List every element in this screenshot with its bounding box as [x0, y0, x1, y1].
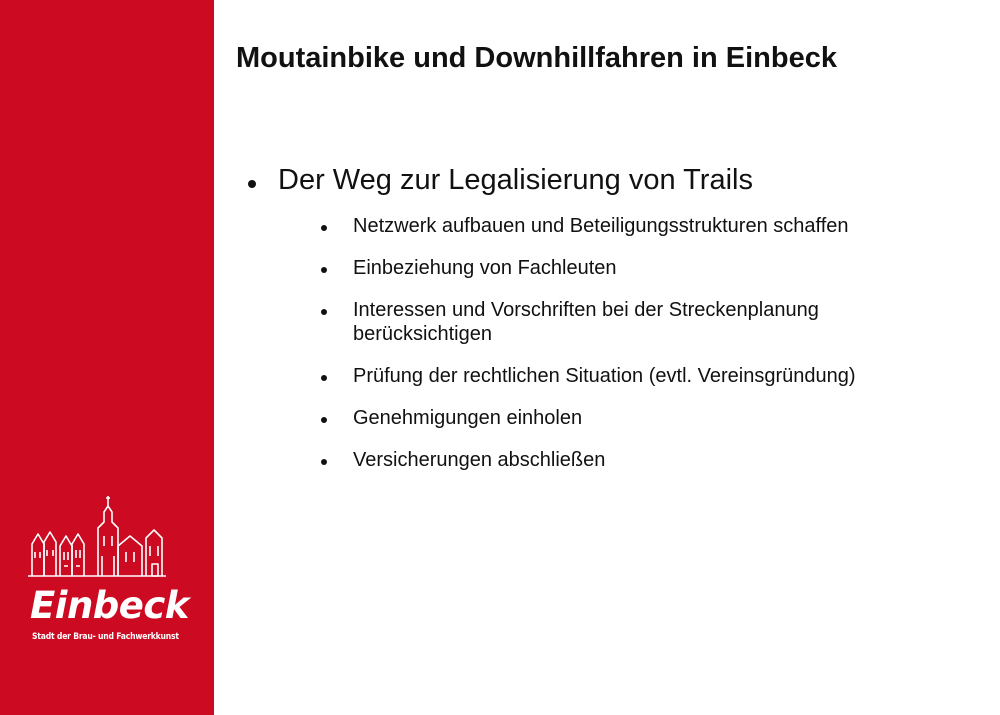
logo-wordmark: Einbeck [30, 584, 189, 627]
sub-point-text: Prüfung der rechtlichen Situation (evtl. Vereinsgründung) [353, 365, 856, 387]
bullet-icon [321, 417, 327, 423]
logo-tagline: Stadt der Brau- und Fachwerkkunst [32, 632, 179, 642]
slide-content [248, 160, 968, 490]
bullet-icon [321, 309, 327, 315]
sub-bullet-list [248, 214, 968, 472]
main-bullet [248, 160, 968, 200]
list-item [321, 406, 968, 430]
bullet-icon [321, 375, 327, 381]
list-item [321, 214, 968, 238]
slide-title: Moutainbike und Downhillfahren in Einbeck [236, 42, 837, 74]
bullet-icon [321, 459, 327, 465]
sub-point-text: Versicherungen abschließen [353, 449, 606, 471]
list-item [321, 256, 968, 280]
sub-point-text: Interessen und Vorschriften bei der Streckenplanung berücksichtigen [353, 299, 819, 345]
list-item [321, 448, 968, 472]
red-sidebar [0, 0, 214, 715]
einbeck-logo [26, 492, 196, 652]
bullet-icon [321, 225, 327, 231]
sub-point-text: Genehmigungen einholen [353, 407, 583, 429]
list-item [321, 364, 968, 388]
sub-point-text: Netzwerk aufbauen und Beteiligungsstrukturen schaffen [353, 215, 849, 237]
list-item [321, 298, 968, 346]
bullet-icon [248, 180, 256, 188]
bullet-icon [321, 267, 327, 273]
main-point-text: Der Weg zur Legalisierung von Trails [278, 164, 753, 196]
sub-point-text: Einbeziehung von Fachleuten [353, 257, 617, 279]
town-skyline-icon [26, 492, 186, 582]
